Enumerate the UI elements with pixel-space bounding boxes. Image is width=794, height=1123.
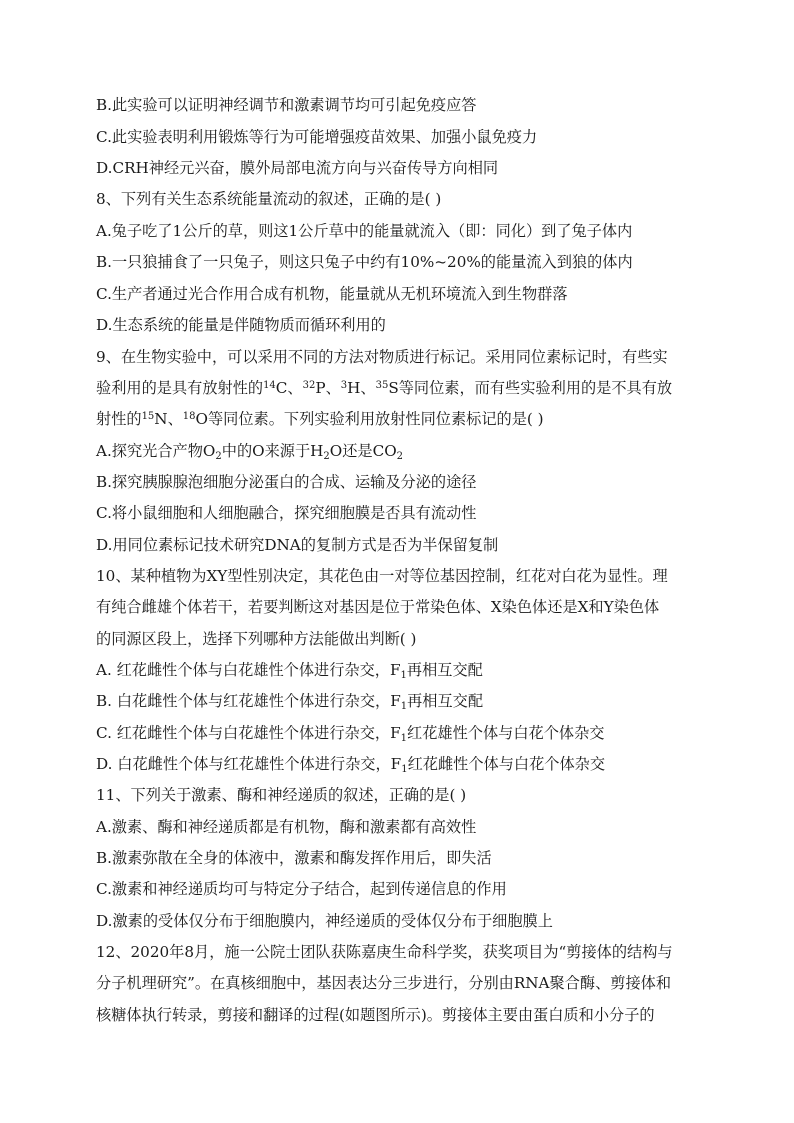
q10-option-d: D. 白花雌性个体与红花雄性个体进行杂交，$F_1$红花雌性个体与白花个体杂交 xyxy=(96,755,606,775)
q7-option-b: B.此实验可以证明神经调节和激素调节均可引起免疫应答 xyxy=(96,96,477,114)
q10-stem-line1: 10、某种植物为XY型性别决定，其花色由一对等位基因控制，红花对白花为显性。理 xyxy=(96,567,668,585)
q8-stem: 8、下列有关生态系统能量流动的叙述，正确的是( ) xyxy=(96,190,442,208)
q12-stem-line1: 12、2020年8月，施一公院士团队获陈嘉庚生命科学奖，获奖项目为“剪接体的结构与 xyxy=(96,943,673,961)
q12-stem-line2: 分子机理研究”。在真核细胞中，基因表达分三步进行，分别由RNA聚合酶、剪接体和 xyxy=(96,974,672,992)
q9-option-c: C.将小鼠细胞和人细胞融合，探究细胞膜是否具有流动性 xyxy=(96,504,477,522)
q11-option-c: C.激素和神经递质均可与特定分子结合，起到传递信息的作用 xyxy=(96,880,507,898)
q9-stem-line2: 验利用的是具有放射性的$^{14}$C、$^{32}$P、$^3$H、$^{35}$S等同位素，而有些实验利用的是不具有放 xyxy=(96,379,673,397)
q9-stem-line1: 9、在生物实验中，可以采用不同的方法对物质进行标记。采用同位素标记时，有些实 xyxy=(96,348,668,366)
q10-option-a: A. 红花雌性个体与白花雄性个体进行杂交，$F_1$再相互交配 xyxy=(96,661,483,681)
q10-stem-line3: 的同源区段上，选择下列哪种方法能做出判断( ) xyxy=(96,630,417,648)
q9-option-d: D.用同位素标记技术研究DNA的复制方式是否为半保留复制 xyxy=(96,536,499,554)
q9-stem-line3: 射性的$^{15}$N、$^{18}$O等同位素。下列实验利用放射性同位素标记的是( ) xyxy=(96,410,544,428)
q7-option-c: C.此实验表明利用锻炼等行为可能增强疫苗效果、加强小鼠免疫力 xyxy=(96,128,538,146)
q11-stem: 11、下列关于激素、酶和神经递质的叙述，正确的是( ) xyxy=(96,786,467,804)
q10-stem-line2: 有纯合雌雄个体若干，若要判断这对基因是位于常染色体、X染色体还是X和Y染色体 xyxy=(96,598,660,616)
q8-option-d: D.生态系统的能量是伴随物质而循环利用的 xyxy=(96,316,386,334)
q11-option-d: D.激素的受体仅分布于细胞膜内，神经递质的受体仅分布于细胞膜上 xyxy=(96,912,553,930)
q10-option-b: B. 白花雌性个体与红花雄性个体进行杂交，$F_1$再相互交配 xyxy=(96,692,484,712)
q8-option-a: A.兔子吃了1公斤的草，则这1公斤草中的能量就流入（即：同化）到了兔子体内 xyxy=(96,222,633,240)
q8-option-b: B.一只狼捕食了一只兔子，则这只兔子中约有10%~20%的能量流入到狼的体内 xyxy=(96,253,633,271)
q11-option-b: B.激素弥散在全身的体液中，激素和酶发挥作用后，即失活 xyxy=(96,849,492,867)
q11-option-a: A.激素、酶和神经递质都是有机物，酶和激素都有高效性 xyxy=(96,818,477,836)
q7-option-d: D.CRH神经元兴奋，膜外局部电流方向与兴奋传导方向相同 xyxy=(96,159,499,177)
q8-option-c: C.生产者通过光合作用合成有机物，能量就从无机环境流入到生物群落 xyxy=(96,285,568,303)
q9-option-b: B.探究胰腺腺泡细胞分泌蛋白的合成、运输及分泌的途径 xyxy=(96,473,477,491)
q12-stem-line3: 核糖体执行转录，剪接和翻译的过程(如题图所示)。剪接体主要由蛋白质和小分子的 xyxy=(96,1006,655,1024)
q9-option-a: A.探究光合产物$O_2$中的O来源于$H_2O$还是$CO_2$ xyxy=(96,442,404,462)
q10-option-c: C. 红花雌性个体与白花雄性个体进行杂交，$F_1$红花雄性个体与白花个体杂交 xyxy=(96,724,605,744)
